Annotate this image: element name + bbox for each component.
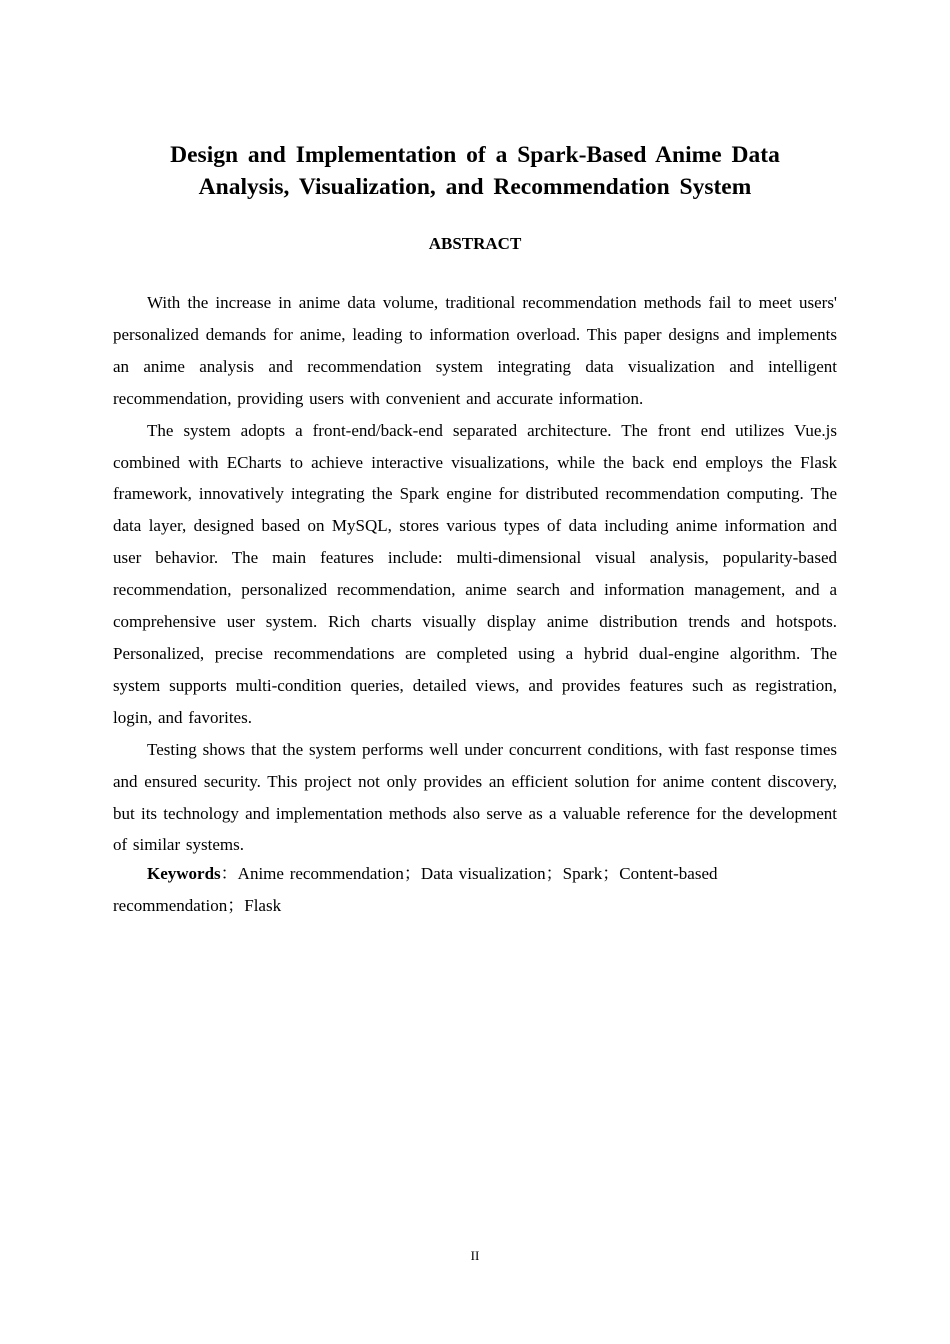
abstract-paragraph-3: Testing shows that the system performs well under concurrent conditions, with fast response times and ensured security. This project not only provides an efficient solution for anime content discovery, but its technology and implementation methods also serve as a valuable reference for the development of similar systems. <box>113 739 837 855</box>
keywords-label: Keywords <box>147 864 221 884</box>
keywords-list: ：Anime recommendation；Data visualization；Spark；Content-based recommendation；Flask <box>113 864 718 916</box>
page-number: II <box>470 1248 480 1263</box>
abstract-heading: ABSTRACT <box>428 234 522 253</box>
document-title: Design and Implementation of a Spark-Based Anime Data Analysis, Visualization, and Recommendation System <box>170 142 780 200</box>
keywords-line <box>113 858 837 922</box>
abstract-body <box>113 287 837 922</box>
abstract-paragraph-1: With the increase in anime data volume, traditional recommendation methods fail to meet users' personalized demands for anime, leading to information overload. This paper designs and implements an anime analysis and recommendation system integrating data visualization and intelligent recommendation, providing users with convenient and accurate information. <box>113 293 837 408</box>
abstract-paragraph-2: The system adopts a front-end/back-end separated architecture. The front end utilizes Vue.js combined with ECharts to achieve interactive visualizations, while the back end employs the Flask framework, innovatively integrating the Spark engine for distributed recommendation computing. The data layer, designed based on MySQL, stores various types of data including anime information and user behavior. The main features include: multi-dimensional visual analysis, popularity-based recommendation, personalized recommendation, anime search and information management, and a comprehensive user system. Rich charts visually display anime distribution trends and hotspots. Personalized, precise recommendations are completed using a hybrid dual-engine algorithm. The system supports multi-condition queries, detailed views, and provides features such as registration, login, and favorites. <box>113 420 837 727</box>
